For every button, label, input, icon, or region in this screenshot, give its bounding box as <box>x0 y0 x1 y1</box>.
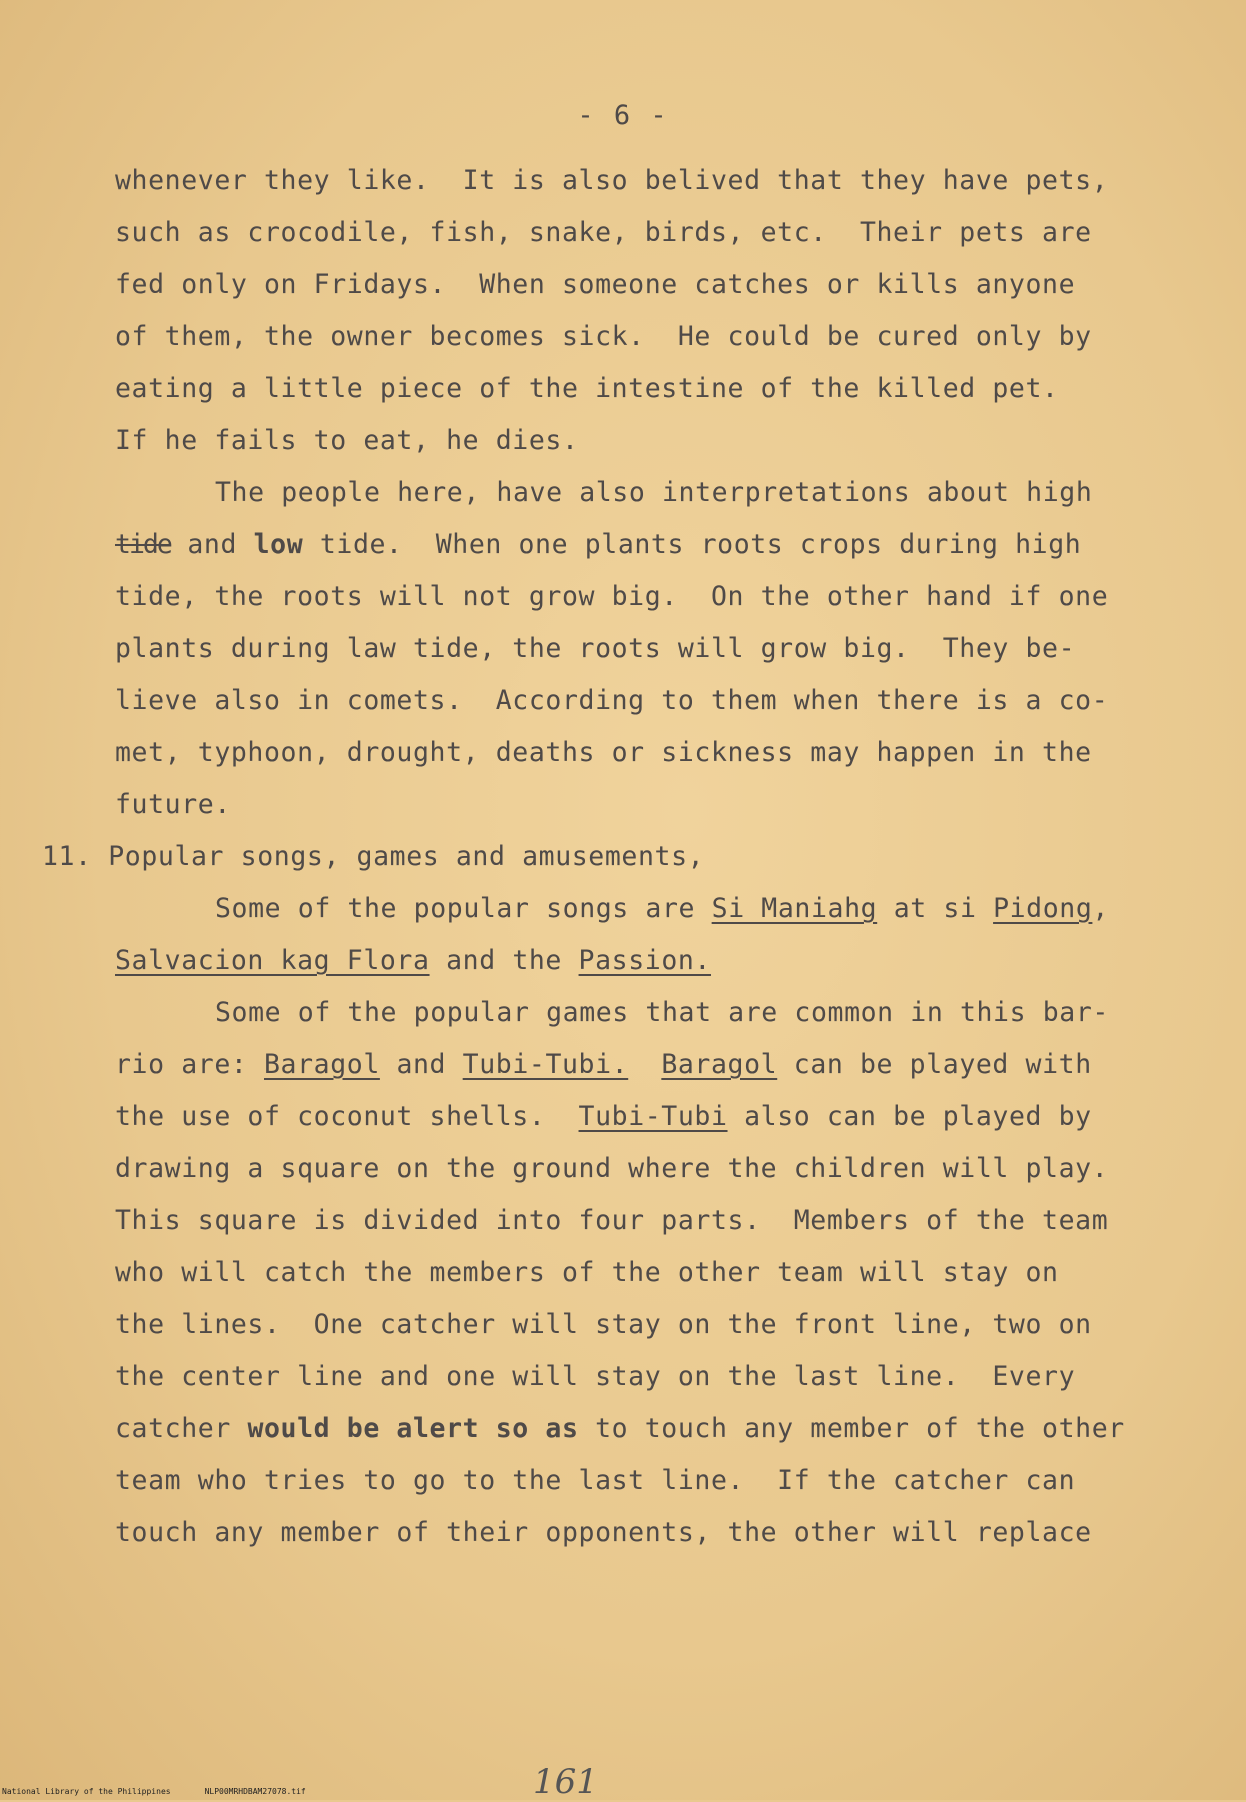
game-title: Baragol <box>264 1049 380 1080</box>
text-line: met, typhoon, drought, deaths or sickness may happen in the <box>115 737 1092 768</box>
section-heading <box>42 841 704 872</box>
text-line: eating a little piece of the intestine of the killed pet. <box>115 373 1059 404</box>
text-line: whenever they like. It is also belived that they have pets, <box>115 165 1109 196</box>
scan-footer <box>2 1787 340 1796</box>
section-title: Popular songs, games and amusements, <box>108 841 705 872</box>
handwritten-page-number: 161 <box>533 1762 598 1802</box>
text-line: tide, the roots will not grow big. On the other hand if one <box>115 581 1109 612</box>
text-line: touch any member of their opponents, the other will replace <box>115 1517 1092 1548</box>
text-line: of them, the owner becomes sick. He could be cured only by <box>115 321 1092 352</box>
page-number: - 6 - <box>577 100 669 131</box>
text-line: catcher would be alert so as to touch any member of the other <box>115 1413 1125 1444</box>
text-line: rio are: Baragol and Tubi-Tubi. Baragol can be played with <box>115 1049 1092 1080</box>
game-title: Tubi-Tubi <box>578 1101 728 1132</box>
text-line: future. <box>115 789 231 820</box>
text-line: tide and low tide. When one plants roots crops during high <box>115 529 1082 560</box>
text-line: such as crocodile, fish, snake, birds, etc. Their pets are <box>115 217 1092 248</box>
text-line: who will catch the members of the other team will stay on <box>115 1257 1059 1288</box>
text-line: the center line and one will stay on the last line. Every <box>115 1361 1076 1392</box>
song-title: Pidong <box>993 893 1093 924</box>
text-line: fed only on Fridays. When someone catches or kills anyone <box>115 269 1076 300</box>
library-name: National Library of the Philippines <box>2 1787 171 1796</box>
text-line: plants during law tide, the roots will grow big. They be- <box>115 633 1076 664</box>
text-line: If he fails to eat, he dies. <box>115 425 579 456</box>
song-title: Passion. <box>578 945 711 976</box>
game-title: Baragol <box>661 1049 778 1080</box>
text-line: lieve also in comets. According to them when there is a co- <box>115 685 1109 716</box>
section-number: 11. <box>42 841 92 872</box>
song-title: Si Maniahg <box>711 893 878 924</box>
text-line: The people here, have also interpretations about high <box>215 477 1093 508</box>
text-line: the use of coconut shells. Tubi-Tubi also can be played by <box>115 1101 1092 1132</box>
song-title: Salvacion kag Flora <box>115 945 430 976</box>
text-line: Some of the popular games that are common in this bar- <box>215 997 1109 1028</box>
text-line: the lines. One catcher will stay on the front line, two on <box>115 1309 1092 1340</box>
text-line: Salvacion kag Flora and the Passion. <box>115 945 711 976</box>
text-line: team who tries to go to the last line. If the catcher can <box>115 1465 1076 1496</box>
text-line: Some of the popular songs are Si Maniahg at si Pidong, <box>215 893 1109 924</box>
struck-word: tide <box>115 529 171 560</box>
text-line: This square is divided into four parts. Members of the team <box>115 1205 1109 1236</box>
file-name: NLP00MRHDBAM27078.tif <box>204 1787 306 1796</box>
text-line: drawing a square on the ground where the children will play. <box>115 1153 1109 1184</box>
game-title: Tubi-Tubi. <box>462 1049 629 1080</box>
